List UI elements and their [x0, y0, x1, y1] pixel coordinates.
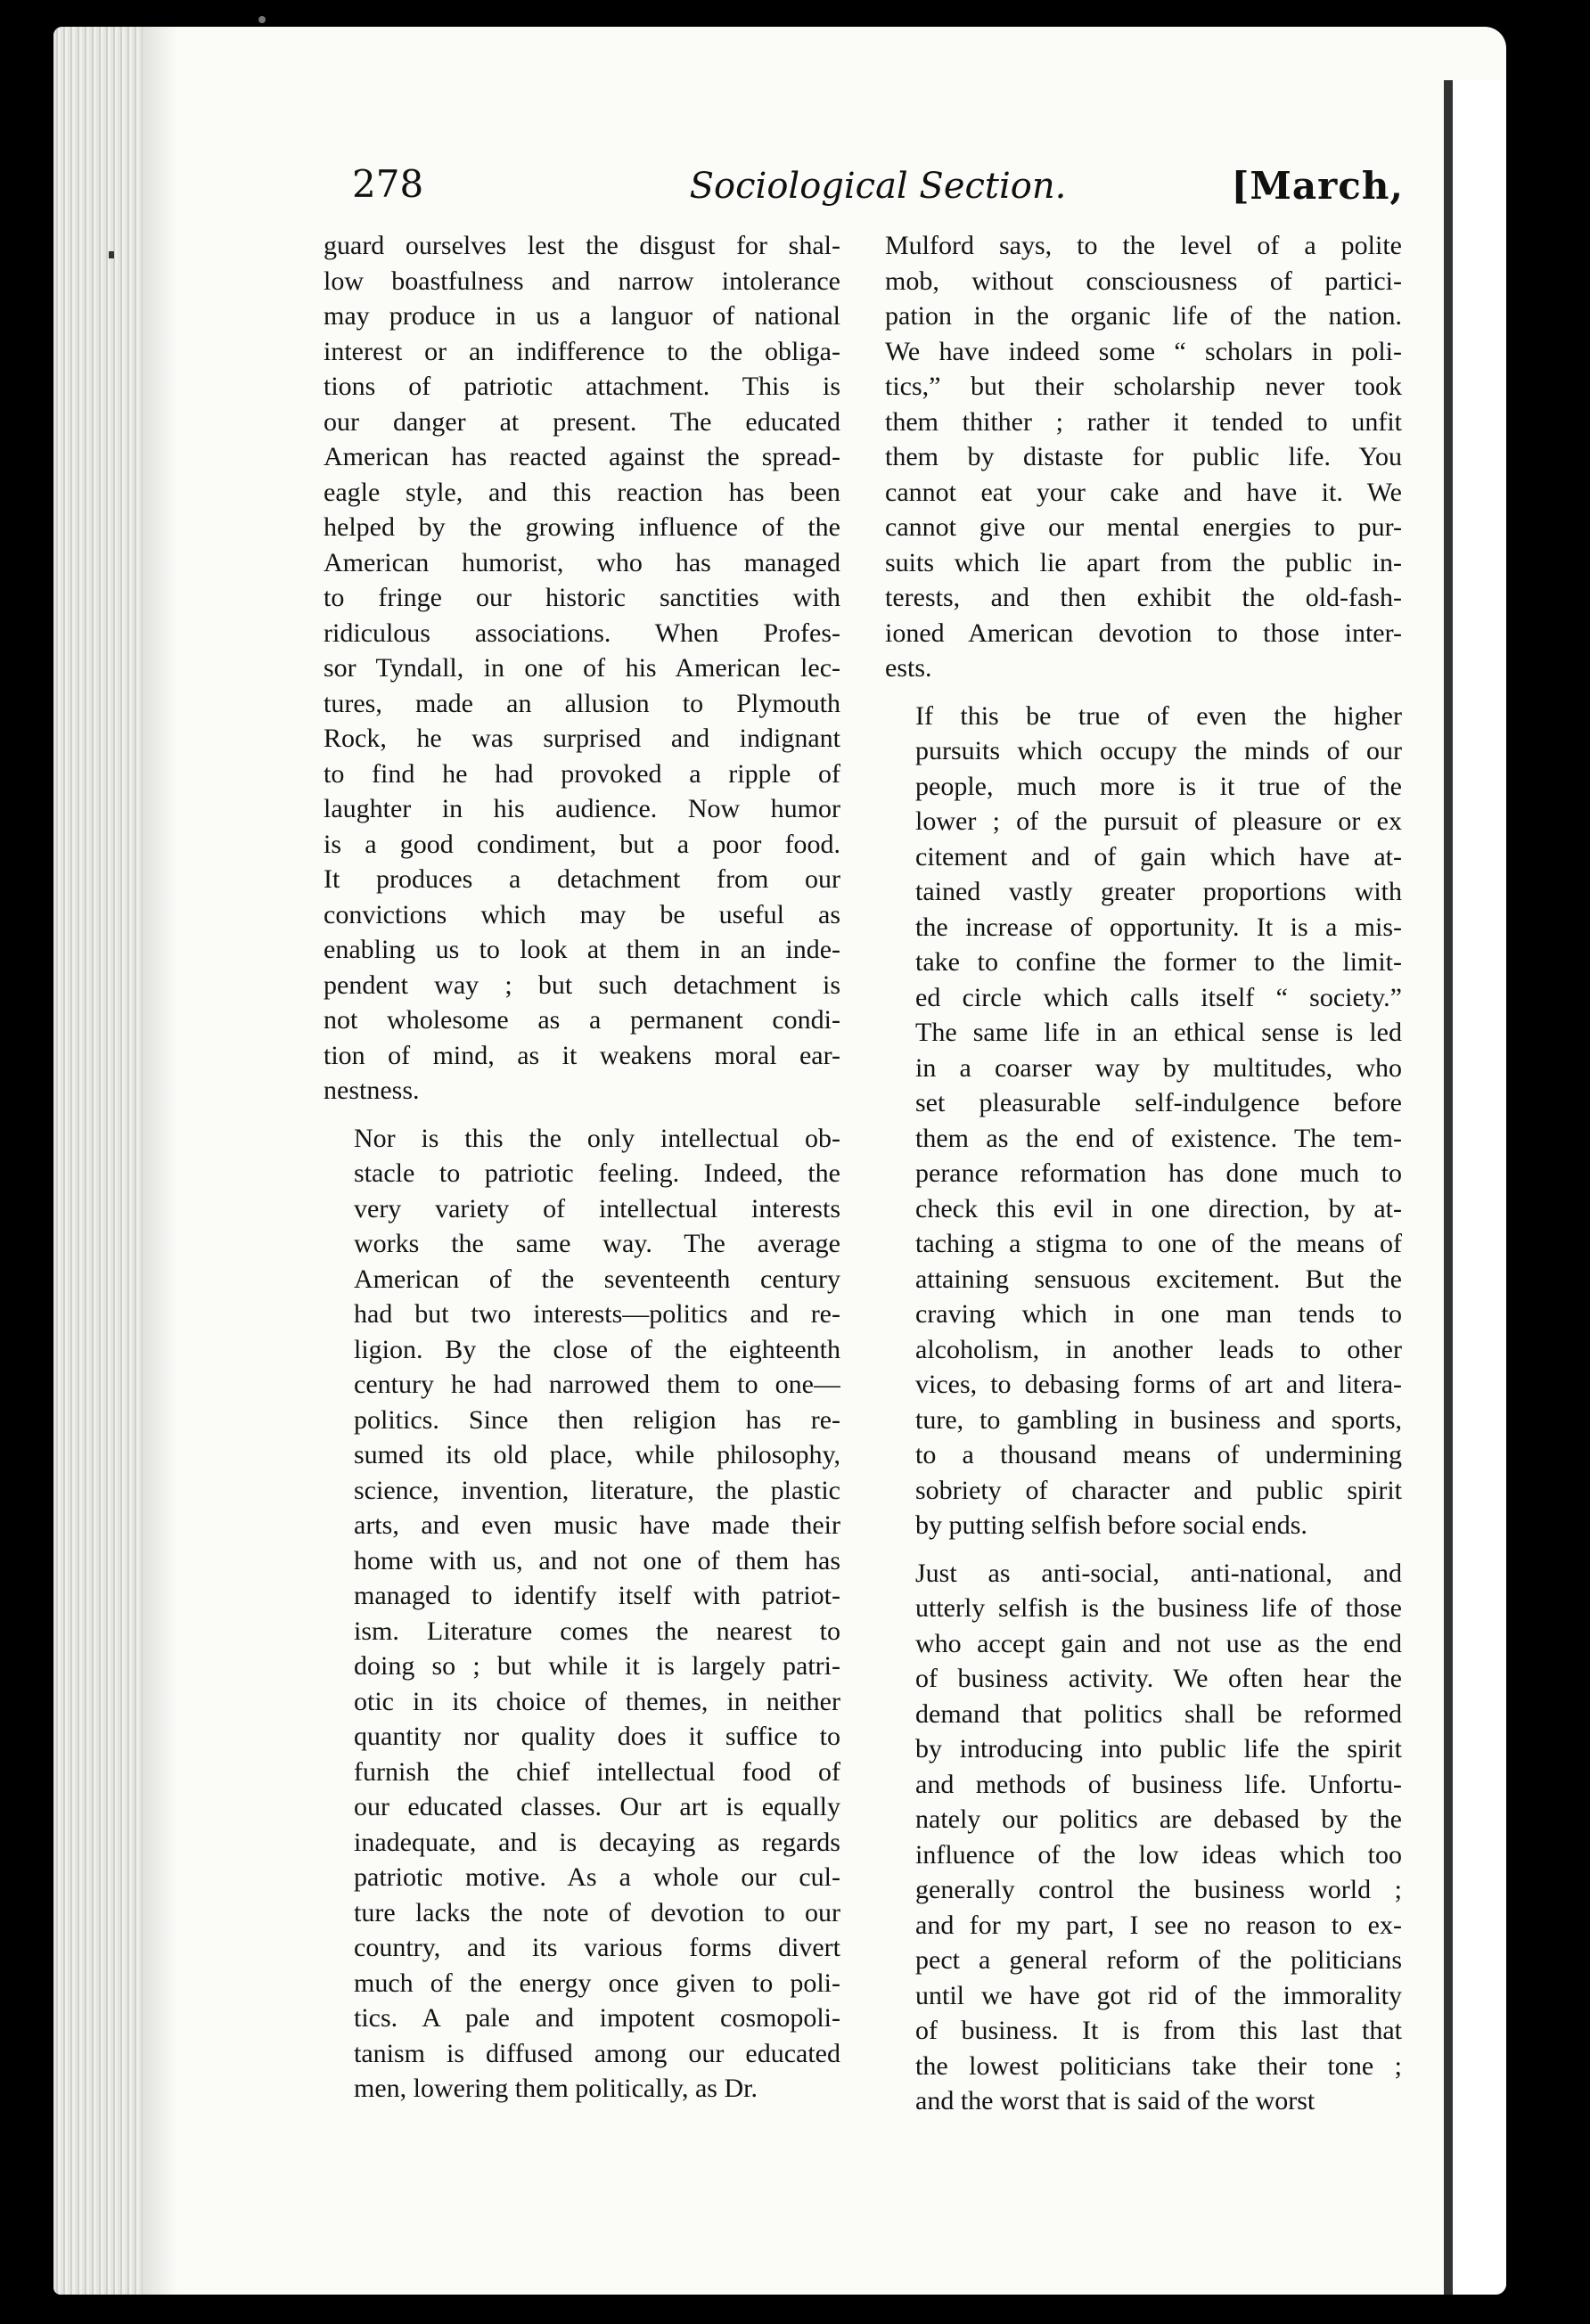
text-column-left [324, 228, 840, 2107]
text-line: and the worst that is said of the worst [915, 2086, 1315, 2115]
text-line: who accept gain and not use as the end [915, 1628, 1402, 1658]
text-line: mob, without consciousness of partici- [885, 266, 1402, 296]
margin-mark [109, 251, 114, 258]
text-line: interest or an indifference to the obliga- [324, 336, 840, 366]
text-line: American humorist, who has managed [324, 547, 840, 577]
text-line: ture, to gambling in business and sports, [915, 1404, 1402, 1435]
text-line: stacle to patriotic feeling. Indeed, the [354, 1158, 840, 1188]
text-line: utterly selfish is the business life of those [915, 1593, 1402, 1623]
page-gutter-edge [53, 27, 143, 2295]
text-line: attaining sensuous excitement. But the [915, 1264, 1402, 1294]
text-line: lower ; of the pursuit of pleasure or ex [915, 806, 1402, 836]
text-line: very variety of intellectual interests [354, 1193, 840, 1223]
text-line: ioned American devotion to those inter- [885, 618, 1402, 648]
text-line: until we have got rid of the immorality [915, 1980, 1402, 2010]
text-line: influence of the low ideas which too [915, 1839, 1402, 1870]
text-line: tanism is diffused among our educated [354, 2038, 840, 2068]
text-line: vices, to debasing forms of art and litera- [915, 1370, 1402, 1399]
text-line: by putting selfish before social ends. [915, 1510, 1307, 1540]
text-line: not wholesome as a permanent condi- [324, 1005, 840, 1035]
text-line: eagle style, and this reaction has been [324, 477, 840, 507]
text-line: by introducing into public life the spirit [915, 1734, 1402, 1763]
text-line: American of the seventeenth century [354, 1264, 840, 1294]
text-line: pendent way ; but such detachment is [324, 970, 840, 1000]
text-line: craving which in one man tends to [915, 1299, 1402, 1329]
text-line: nestness. [324, 1076, 420, 1105]
text-line: We have indeed some “ scholars in poli- [885, 336, 1402, 366]
text-line: furnish the chief intellectual food of [354, 1756, 840, 1787]
text-line: pation in the organic life of the nation. [885, 301, 1402, 331]
text-line: It produces a detachment from our [324, 864, 840, 894]
text-line: home with us, and not one of them has [354, 1545, 840, 1575]
text-line: generally control the business world ; [915, 1875, 1402, 1904]
text-line: may produce in us a languor of national [324, 301, 840, 331]
text-line: citement and of gain which have at- [915, 841, 1402, 872]
text-line: guard ourselves lest the disgust for shal- [324, 231, 840, 260]
text-line: pursuits which occupy the minds of our [915, 736, 1402, 765]
text-line: them as the end of existence. The tem- [915, 1123, 1402, 1153]
text-line: them thither ; rather it tended to unfit [885, 406, 1402, 437]
text-line: take to confine the former to the limit- [915, 947, 1402, 977]
text-line: is a good condiment, but a poor food. [324, 829, 840, 859]
text-line: alcoholism, in another leads to other [915, 1334, 1402, 1364]
text-line: our educated classes. Our art is equally [354, 1792, 840, 1821]
paragraph [324, 1121, 840, 2107]
text-line: people, much more is it true of the [915, 771, 1402, 801]
text-line: ests. [885, 653, 932, 683]
text-line: inadequate, and is decaying as regards [354, 1827, 840, 1857]
text-line: The same life in an ethical sense is led [915, 1018, 1402, 1047]
text-line: to find he had provoked a ripple of [324, 758, 840, 789]
text-line: tures, made an allusion to Plymouth [324, 688, 840, 718]
text-line: them by distaste for public life. You [885, 442, 1402, 471]
text-line: tion of mind, as it weakens moral ear- [324, 1040, 840, 1070]
paragraph [885, 1556, 1402, 2119]
text-line: and methods of business life. Unfortu- [915, 1769, 1402, 1799]
text-line: set pleasurable self-indulgence before [915, 1088, 1402, 1117]
text-line: taching a stigma to one of the means of [915, 1229, 1402, 1258]
text-line: of business. It is from this last that [915, 2016, 1402, 2045]
paragraph [324, 228, 840, 1109]
text-line: convictions which may be useful as [324, 899, 840, 929]
paragraph [885, 699, 1402, 1543]
text-line: men, lowering them politically, as Dr. [354, 2074, 758, 2103]
text-line: our danger at present. The educated [324, 406, 840, 437]
text-line: enabling us to look at them in an inde- [324, 935, 840, 964]
text-line: otic in its choice of themes, in neither [354, 1686, 840, 1716]
gutter-shadow [143, 27, 178, 2295]
text-line: demand that politics shall be reformed [915, 1698, 1402, 1729]
page-number: 278 [352, 162, 424, 206]
text-line: laughter in his audience. Now humor [324, 794, 840, 823]
text-line: much of the energy once given to poli- [354, 1968, 840, 1998]
text-line: and for my part, I see no reason to ex- [915, 1910, 1402, 1940]
text-line: ed circle which calls itself “ society.” [915, 982, 1402, 1012]
text-line: helped by the growing influence of the [324, 512, 840, 542]
text-line: century he had narrowed them to one— [354, 1370, 840, 1399]
text-line: Rock, he was surprised and indignant [324, 724, 840, 753]
next-page-edge [1444, 80, 1506, 2295]
text-line: to fringe our historic sanctities with [324, 583, 840, 612]
text-line: Nor is this the only intellectual ob- [354, 1123, 840, 1153]
text-line: ture lacks the note of devotion to our [354, 1897, 840, 1927]
text-column-right [885, 228, 1402, 2119]
text-line: tained vastly greater proportions with [915, 877, 1402, 906]
text-line: in a coarser way by multitudes, who [915, 1052, 1402, 1083]
page-header [352, 151, 1404, 214]
text-line: arts, and even music have made their [354, 1510, 840, 1540]
text-line: tions of patriotic attachment. This is [324, 372, 840, 401]
text-line: science, invention, literature, the plastic [354, 1475, 840, 1505]
scan-speck [258, 16, 266, 23]
text-line: ligion. By the close of the eighteenth [354, 1334, 840, 1364]
text-line: quantity nor quality does it suffice to [354, 1722, 840, 1751]
text-line: American has reacted against the spread- [324, 442, 840, 471]
text-line: the increase of opportunity. It is a mis- [915, 912, 1402, 942]
text-line: Just as anti-social, anti-national, and [915, 1558, 1402, 1588]
text-line: terests, and then exhibit the old-fash- [885, 583, 1402, 612]
text-line: managed to identify itself with patriot- [354, 1581, 840, 1610]
text-line: politics. Since then religion has re- [354, 1404, 840, 1435]
running-head: Sociological Section. [689, 166, 1067, 207]
text-line: had but two interests—politics and re- [354, 1299, 840, 1329]
text-line: works the same way. The average [354, 1229, 840, 1258]
text-line: perance reformation has done much to [915, 1158, 1402, 1188]
text-line: the lowest politicians take their tone ; [915, 2050, 1402, 2081]
text-line: of business activity. We often hear the [915, 1664, 1402, 1693]
text-line: suits which lie apart from the public in- [885, 547, 1402, 577]
text-line: patriotic motive. As a whole our cul- [354, 1862, 840, 1892]
text-line: tics,” but their scholarship never took [885, 372, 1402, 401]
text-line: Mulford says, to the level of a polite [885, 231, 1402, 260]
text-line: nately our politics are debased by the [915, 1804, 1402, 1834]
running-head-month: [March, [1231, 164, 1404, 208]
text-line: tics. A pale and impotent cosmopoli- [354, 2003, 840, 2033]
text-line: sobriety of character and public spirit [915, 1475, 1402, 1505]
text-line: If this be true of even the higher [915, 700, 1402, 731]
text-line: ism. Literature comes the nearest to [354, 1616, 840, 1646]
paragraph [885, 228, 1402, 686]
text-line: pect a general reform of the politicians [915, 1945, 1402, 1975]
text-line: to a thousand means of undermining [915, 1440, 1402, 1469]
text-line: sor Tyndall, in one of his American lec- [324, 653, 840, 683]
text-line: low boastfulness and narrow intolerance [324, 266, 840, 296]
text-line: cannot eat your cake and have it. We [885, 477, 1402, 507]
text-line: check this evil in one direction, by at- [915, 1193, 1402, 1223]
text-line: country, and its various forms divert [354, 1933, 840, 1962]
text-line: doing so ; but while it is largely patri- [354, 1651, 840, 1681]
text-line: ridiculous associations. When Profes- [324, 618, 840, 648]
text-line: sumed its old place, while philosophy, [354, 1440, 840, 1469]
text-line: cannot give our mental energies to pur- [885, 512, 1402, 542]
